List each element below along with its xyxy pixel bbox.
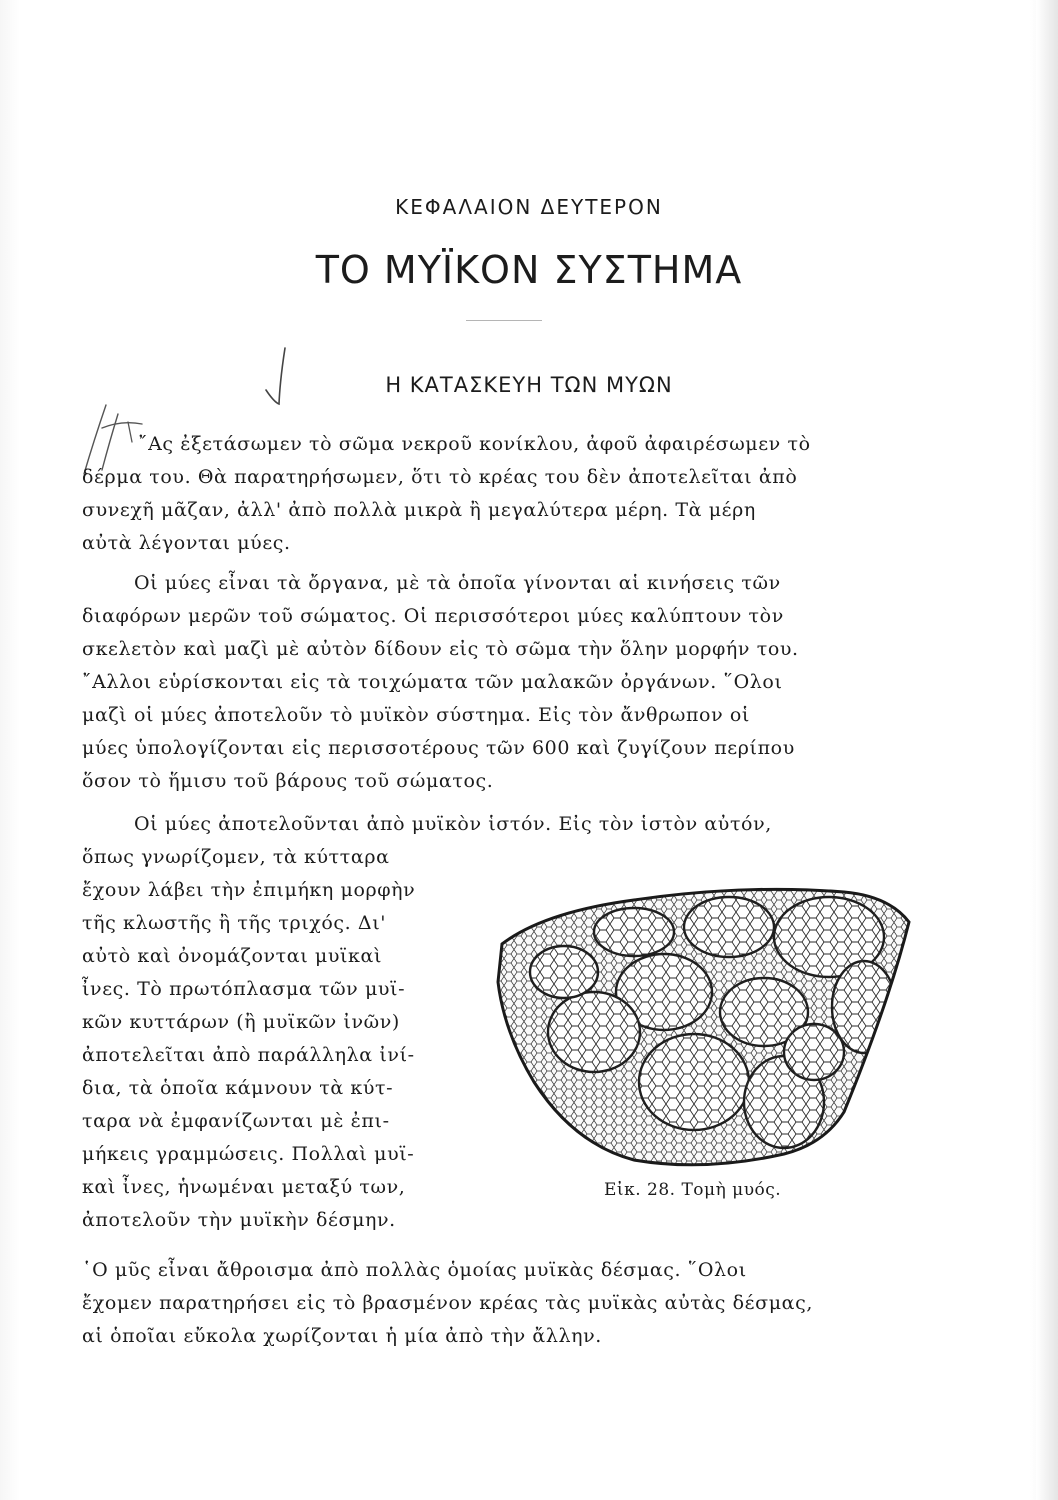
text-line: τῆς κλωστῆς ἢ τῆς τριχός. Δι' [82,912,387,934]
paragraph-4 [82,1254,908,1353]
paragraph-1 [82,428,908,560]
paragraph-3-wrap-column [82,841,468,1237]
text-line: ἀποτελεῖται ἀπὸ παράλληλα ἰνί- [82,1044,415,1066]
text-line: αὐτὰ λέγονται μύες. [82,532,291,554]
page-edge-shadow [1036,0,1058,1500]
paragraph-2 [82,567,908,798]
text-line: μύες ὑπολογίζονται εἰς περισσοτέρους τῶν 600 καὶ ζυγίζουν περίπου [82,737,795,759]
section-heading: Η ΚΑΤΑΣΚΕΥΗ ΤΩΝ ΜΥΩΝ [385,373,673,397]
text-line: ἶνες. Τὸ πρωτόπλασμα τῶν μυϊ- [82,978,406,1000]
text-line: μήκεις γραμμώσεις. Πολλαὶ μυϊ- [82,1143,415,1165]
text-line: διαφόρων μερῶν τοῦ σώματος. Οἱ περισσότεροι μύες καλύπτουν τὸν [82,605,784,627]
text-line: αὐτὸ καὶ ὀνομάζονται μυϊκαὶ [82,945,382,967]
text-line: ῎Αλλοι εὑρίσκονται εἰς τὰ τοιχώματα τῶν μαλακῶν ὀργάνων. ῞Ολοι [82,671,783,693]
text-line: ἀποτελοῦν τὴν μυϊκὴν δέσμην. [82,1209,396,1231]
title-divider [466,320,542,321]
text-line: μαζὶ οἱ μύες ἀποτελοῦν τὸ μυϊκὸν σύστημα. Εἰς τὸν ἄνθρωπον οἱ [82,704,750,726]
text-line: Οἱ μύες εἶναι τὰ ὄργανα, μὲ τὰ ὁποῖα γίνονται αἱ κινήσεις τῶν [134,572,781,594]
text-line: δέρμα του. Θὰ παρατηρήσωμεν, ὅτι τὸ κρέας του δὲν ἀποτελεῖται ἀπὸ [82,466,798,488]
text-line: δια, τὰ ὁποῖα κάμνουν τὰ κύτ- [82,1077,394,1099]
text-line: συνεχῆ μᾶζαν, ἀλλ' ἀπὸ πολλὰ μικρὰ ἢ μεγαλύτερα μέρη. Τὰ μέρη [82,499,756,521]
figure-caption: Εἰκ. 28. Τομὴ μυός. [604,1180,782,1200]
text-line: ἔχομεν παρατηρήσει εἰς τὸ βρασμένον κρέας τὰς μυϊκὰς αὐτὰς δέσμας, [82,1292,813,1314]
paragraph-3 [82,808,908,841]
text-line: καὶ ἶνες, ἡνωμέναι μεταξύ των, [82,1176,406,1198]
text-line: ὅπως γνωρίζομεν, τὰ κύτταρα [82,846,390,868]
chapter-kicker: ΚΕΦΑΛΑΙΟΝ ΔΕΥΤΕΡΟΝ [395,195,663,219]
muscle-cross-section-illustration [484,882,914,1172]
text-line: ῾Ο μῦς εἶναι ἄθροισμα ἀπὸ πολλὰς ὁμοίας μυϊκὰς δέσμας. ῞Ολοι [82,1259,747,1281]
text-line: αἱ ὁποῖαι εὔκολα χωρίζονται ἡ μία ἀπὸ τὴν ἄλλην. [82,1325,602,1347]
text-line: κῶν κυττάρων (ἢ μυϊκῶν ἰνῶν) [82,1011,400,1033]
text-line: Οἱ μύες ἀποτελοῦνται ἀπὸ μυϊκὸν ἱστόν. Εἰς τὸν ἱστὸν αὐτόν, [134,813,772,835]
text-line: ταρα νὰ ἐμφανίζωνται μὲ ἐπι- [82,1110,390,1132]
text-line: ῎Ας ἐξετάσωμεν τὸ σῶμα νεκροῦ κονίκλου, ἀφοῦ ἀφαιρέσωμεν τὸ [138,433,811,455]
text-line: ὅσον τὸ ἥμισυ τοῦ βάρους τοῦ σώματος. [82,770,494,792]
text-line: σκελετὸν καὶ μαζὶ μὲ αὐτὸν δίδουν εἰς τὸ σῶμα τὴν ὅλην μορφήν του. [82,638,799,660]
chapter-title: ΤΟ ΜΥΪΚΟΝ ΣΥΣΤΗΜΑ [315,248,743,292]
text-line: ἔχουν λάβει τὴν ἐπιμήκη μορφὴν [82,879,416,901]
